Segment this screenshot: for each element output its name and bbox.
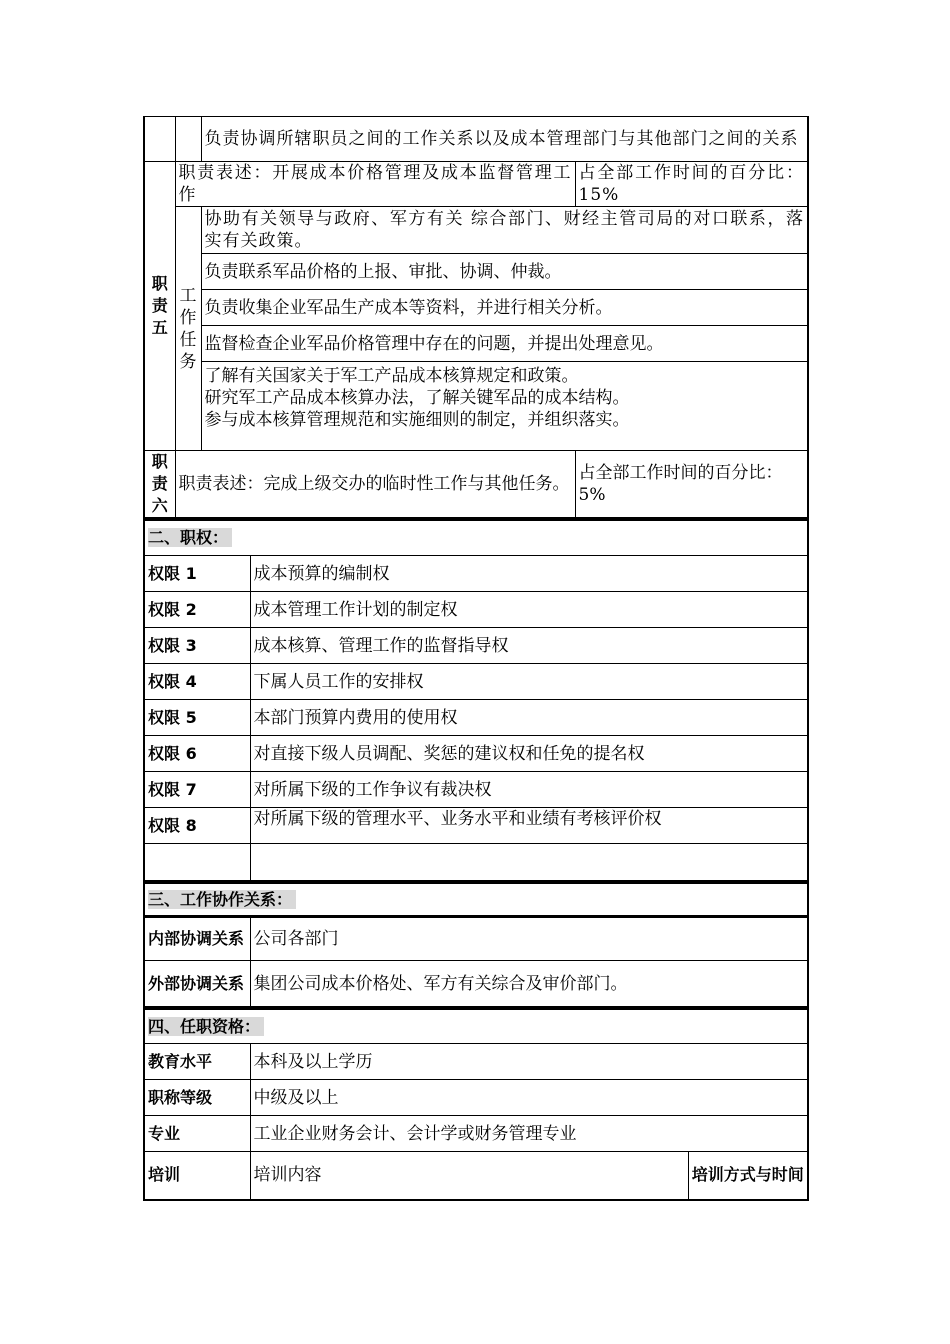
duty6-label — [144, 451, 175, 518]
external-relations-text: 集团公司成本价格处、军方有关综合及审价部门。 — [250, 961, 808, 1007]
authority-row — [144, 628, 808, 664]
duty5-label-char: 职 — [151, 274, 168, 293]
prev-duty-sub-cell — [175, 117, 201, 162]
duty5-task-line: 了解有关国家关于军工产品成本核算规定和政策。 — [204, 366, 579, 386]
qualifications-table — [143, 1007, 809, 1201]
authority-text: 成本管理工作计划的制定权 — [250, 592, 808, 628]
duty5-task-line: 参与成本核算管理规范和实施细则的制定，并组织落实。 — [204, 410, 630, 430]
authority-text: 下属人员工作的安排权 — [250, 664, 808, 700]
relations-section-title: 三、工作协作关系： — [144, 883, 808, 917]
task-label-char: 务 — [179, 351, 197, 372]
duty5-task-label — [175, 207, 201, 451]
authority-label: 权限 1 — [144, 556, 250, 592]
duty6-label-char: 六 — [151, 496, 168, 515]
authority-label: 权限 7 — [144, 772, 250, 808]
authority-label: 权限 2 — [144, 592, 250, 628]
training-content: 培训内容 — [250, 1152, 688, 1200]
job-description-page — [143, 116, 807, 1201]
duty5-task: 监督检查企业军品价格管理中存在的问题，并提出处理意见。 — [201, 326, 808, 362]
task-label-char: 作 — [179, 307, 197, 328]
duty5-time-share: 占全部工作时间的百分比：15% — [575, 162, 808, 207]
prev-duty-label-cell — [144, 117, 175, 162]
duty6-label-char: 责 — [151, 474, 168, 493]
authority-section-title: 二、职权： — [144, 520, 808, 556]
authority-row — [144, 592, 808, 628]
duty5-task: 协助有关领导与政府、军方有关 综合部门、财经主管司局的对口联系，落实有关政策。 — [201, 207, 808, 254]
authority-label: 权限 4 — [144, 664, 250, 700]
internal-relations-text: 公司各部门 — [250, 917, 808, 961]
major-label: 专业 — [144, 1116, 250, 1152]
prev-duty-text: 负责协调所辖职员之间的工作关系以及成本管理部门与其他部门之间的关系 — [201, 117, 808, 162]
qualifications-section-title: 四、任职资格： — [144, 1009, 808, 1044]
authority-label: 权限 3 — [144, 628, 250, 664]
task-label-char: 任 — [179, 329, 197, 350]
relations-table — [143, 881, 809, 1007]
authority-text: 对直接下级人员调配、奖惩的建议权和任免的提名权 — [250, 736, 808, 772]
duty5-task: 负责联系军品价格的上报、审批、协调、仲裁。 — [201, 254, 808, 290]
duty5-task: 负责收集企业军品生产成本等资料，并进行相关分析。 — [201, 290, 808, 326]
authority-text: 本部门预算内费用的使用权 — [250, 700, 808, 736]
authority-row — [144, 736, 808, 772]
authority-row — [144, 808, 808, 844]
duties-table — [143, 116, 809, 518]
duty6-label-char: 职 — [151, 452, 168, 471]
title-level-label: 职称等级 — [144, 1080, 250, 1116]
training-method: 培训方式与时间 — [688, 1152, 808, 1200]
authority-text: 成本核算、管理工作的监督指导权 — [250, 628, 808, 664]
duty5-label-char: 责 — [151, 296, 168, 315]
title-level-text: 中级及以上 — [250, 1080, 808, 1116]
authority-row — [144, 664, 808, 700]
authority-table — [143, 518, 809, 881]
training-label: 培训 — [144, 1152, 250, 1200]
internal-relations-label: 内部协调关系 — [144, 917, 250, 961]
duty5-label — [144, 162, 175, 451]
authority-row — [144, 700, 808, 736]
authority-label: 权限 5 — [144, 700, 250, 736]
empty-cell — [144, 844, 250, 881]
duty5-task-line: 研究军工产品成本核算办法，了解关键军品的成本结构。 — [204, 388, 630, 408]
duty6-time-share: 占全部工作时间的百分比：5% — [575, 451, 808, 518]
empty-cell — [250, 844, 808, 881]
external-relations-label: 外部协调关系 — [144, 961, 250, 1007]
authority-text: 对所属下级的工作争议有裁决权 — [250, 772, 808, 808]
duty5-label-char: 五 — [151, 318, 168, 337]
authority-text: 对所属下级的管理水平、业务水平和业绩有考核评价权 — [250, 808, 808, 844]
duty6-statement: 职责表述：完成上级交办的临时性工作与其他任务。 — [175, 451, 575, 518]
authority-label: 权限 6 — [144, 736, 250, 772]
duty5-task-multi — [201, 362, 808, 451]
major-text: 工业企业财务会计、会计学或财务管理专业 — [250, 1116, 808, 1152]
task-label-char: 工 — [179, 285, 197, 306]
education-text: 本科及以上学历 — [250, 1044, 808, 1080]
authority-text: 成本预算的编制权 — [250, 556, 808, 592]
authority-row — [144, 556, 808, 592]
duty5-statement: 职责表述：开展成本价格管理及成本监督管理工作 — [175, 162, 575, 207]
authority-row — [144, 772, 808, 808]
education-label: 教育水平 — [144, 1044, 250, 1080]
authority-label: 权限 8 — [144, 808, 250, 844]
